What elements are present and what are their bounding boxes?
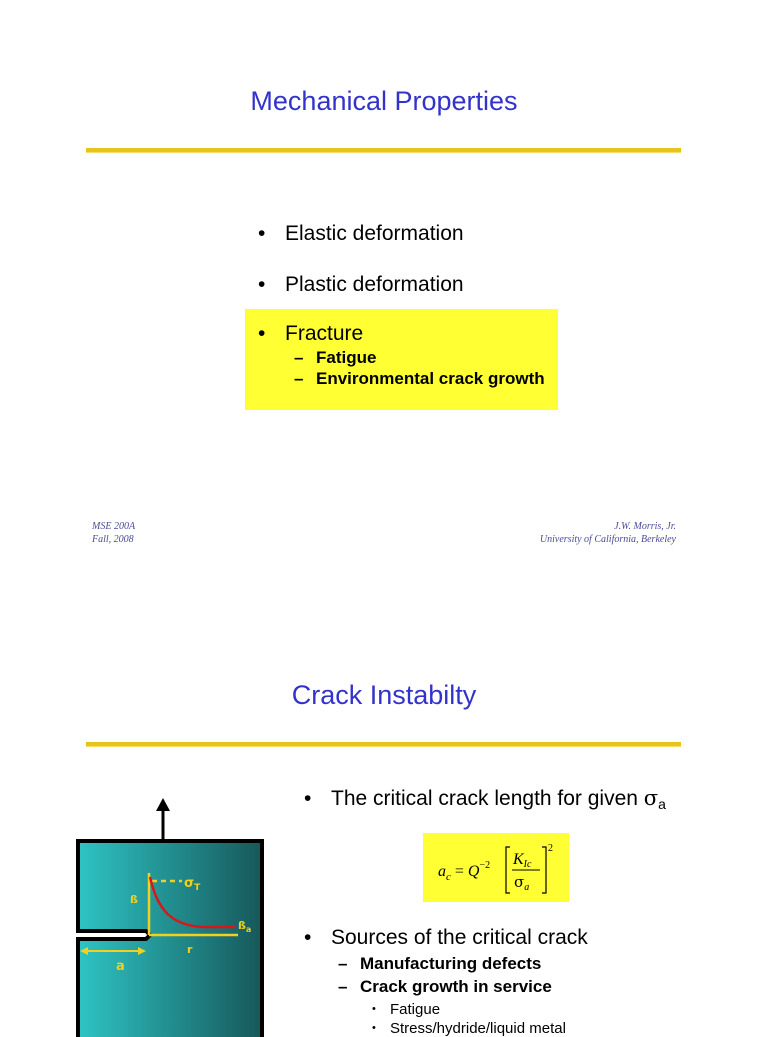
label-sigma: ß (130, 893, 138, 906)
footer-author-name: J.W. Morris, Jr. (614, 521, 676, 532)
sub-bullet-label: Fatigue (316, 348, 377, 367)
sub-bullet-label: Manufacturing defects (360, 954, 542, 973)
formula-fraction (504, 841, 564, 899)
left-bracket-icon (506, 847, 510, 893)
sigma-subscript: a (658, 796, 666, 812)
title-divider (86, 148, 681, 152)
subsub-bullet-fatigue: • Fatigue (372, 1001, 441, 1018)
bullet-plastic-deformation: • Plastic deformation (258, 273, 464, 296)
formula-q-exp: −2 (479, 860, 491, 871)
label-a: a (116, 959, 125, 974)
formula-power: 2 (548, 843, 553, 854)
label-sigma-a: $ß_a$ (238, 919, 252, 934)
sub-bullet-crack-growth: – Crack growth in service (338, 977, 552, 996)
footer-term: Fall, 2008 (92, 534, 134, 545)
bullet-fracture: • Fracture (258, 322, 364, 345)
subsub-bullet-label: Fatigue (390, 1001, 441, 1018)
formula-a-sub: c (446, 871, 451, 883)
bullet-elastic-deformation: • Elastic deformation (258, 222, 464, 245)
bullet-label: The critical crack length for given (331, 787, 644, 810)
formula-lhs: $a_c = Q^{-2}$ (438, 860, 491, 883)
label-sigma-t: $\sigma_T$ (184, 876, 201, 893)
title-divider (86, 742, 681, 746)
formula-sigma: $\sigma_a$ (514, 873, 530, 893)
bullet-label: Elastic deformation (285, 222, 464, 245)
formula-q: Q (467, 863, 480, 880)
formula-a: a (438, 863, 446, 880)
sigma-symbol: σ (643, 786, 659, 810)
footer-institution: University of California, Berkeley (539, 534, 676, 545)
slide-title: Crack Instabilty (291, 680, 477, 710)
arrow-head-icon (156, 798, 170, 811)
label-r: r (187, 943, 193, 956)
sub-bullet-manufacturing: – Manufacturing defects (338, 954, 542, 973)
bullet-label: Plastic deformation (285, 273, 464, 296)
plate (78, 841, 262, 1037)
bullet-critical-crack-length: • The critical crack length for given $\sigma_a$ (304, 786, 666, 812)
sub-bullet-label: Environmental crack growth (316, 369, 545, 388)
sub-bullet-environmental: – Environmental crack growth (294, 369, 545, 388)
sub-bullet-fatigue: – Fatigue (294, 348, 377, 367)
footer-author (540, 520, 676, 546)
bullet-label: Fracture (285, 322, 364, 345)
footer-course-code: MSE 200A (92, 521, 136, 532)
footer-course (92, 520, 135, 546)
right-bracket-icon (542, 847, 546, 893)
slide-title: Mechanical Properties (250, 86, 518, 116)
bullet-label: Sources of the critical crack (331, 926, 588, 949)
bullet-sources-critical-crack: • Sources of the critical crack (304, 926, 588, 949)
slide-crack-instability (0, 620, 768, 1037)
crack-plate-diagram (70, 795, 280, 1035)
formula-k: KIc (513, 851, 532, 870)
subsub-bullet-stress: • Stress/hydride/liquid metal (372, 1020, 566, 1037)
sub-bullet-label: Crack growth in service (360, 977, 552, 996)
subsub-bullet-label: Stress/hydride/liquid metal (390, 1020, 566, 1037)
